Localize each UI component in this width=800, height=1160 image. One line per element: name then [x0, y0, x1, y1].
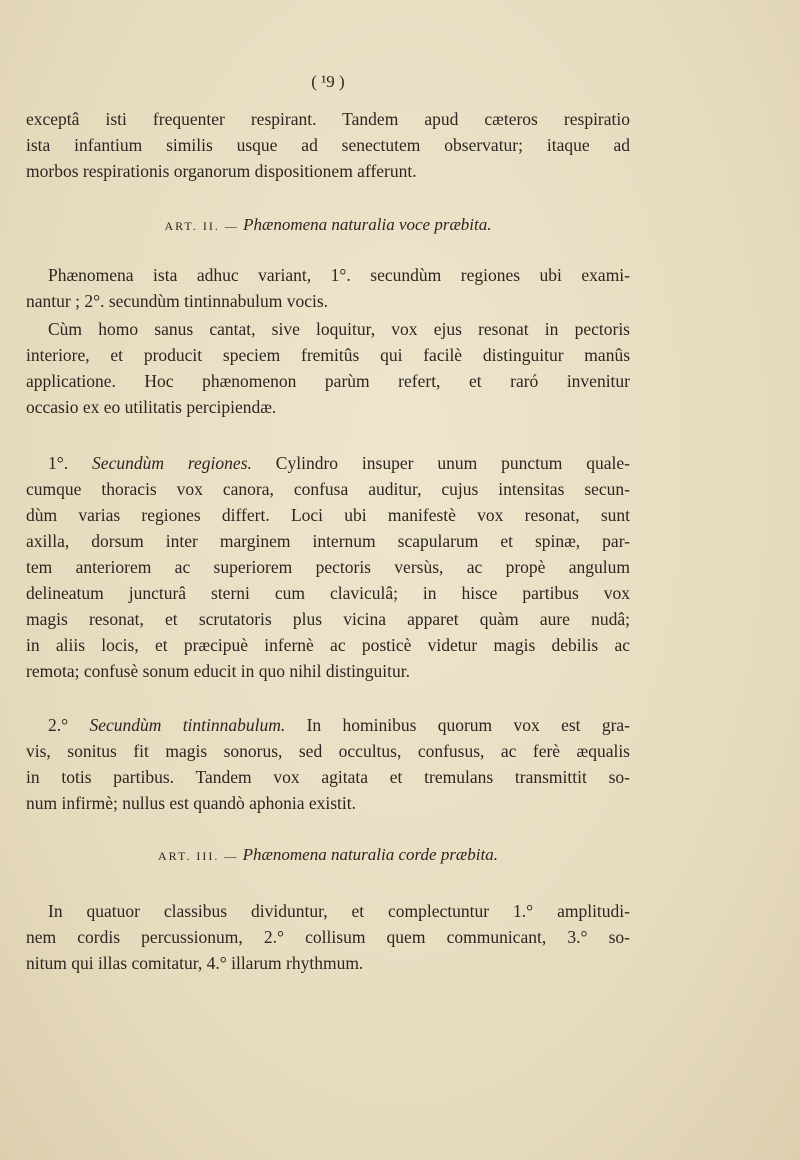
text-line: vis, sonitus fit magis sonorus, sed occultus, confusus, ac ferè æqualis: [26, 741, 630, 761]
paragraph-2: [26, 262, 630, 314]
text-line: [26, 712, 630, 738]
text-line: delineatum juncturâ sterni cum claviculâ; in hisce partibus vox: [26, 583, 630, 603]
section-heading-art-2: [26, 215, 630, 235]
text-line: morbos respirationis organorum dispositionem afferunt.: [26, 161, 417, 181]
paragraph-number: 1°.: [48, 453, 69, 473]
text-line: axilla, dorsum inter marginem internum scapularum et spinæ, par-: [26, 531, 630, 551]
text-line: interiore, et producit speciem fremitûs qui facilè distinguitur manûs: [26, 345, 630, 365]
text-fragment: Cylindro insuper unum punctum quale-: [275, 453, 631, 473]
text-line: applicatione. Hoc phænomenon parùm refert, et raró invenitur: [26, 371, 630, 391]
text-line: in totis partibus. Tandem vox agitata et tremulans transmittit so-: [26, 767, 630, 787]
section-heading-art-3: [26, 845, 630, 865]
heading-title: Phænomena naturalia corde præbita.: [242, 845, 498, 864]
text-line: num infirmè; nullus est quandò aphonia existit.: [26, 793, 357, 813]
heading-prefix: ART. II. —: [164, 219, 239, 233]
text-fragment: In hominibus quorum vox est gra-: [306, 715, 631, 735]
heading-prefix: ART. III. —: [158, 849, 239, 863]
text-line: In quatuor classibus dividuntur, et complectuntur 1.° amplitudi-: [48, 901, 630, 921]
paragraph-3: [26, 316, 630, 420]
text-line: Cùm homo sanus cantat, sive loquitur, vox ejus resonat in pectoris: [48, 319, 630, 339]
page-number: ( ¹9 ): [311, 72, 345, 91]
text-line: in aliis locis, et præcipuè infernè ac posticè videtur magis debilis ac: [26, 635, 630, 655]
text-line: dùm varias regiones differt. Loci ubi manifestè vox resonat, sunt: [26, 505, 630, 525]
text-line: magis resonat, et scrutatoris plus vicina apparet quàm aure nudâ;: [26, 609, 630, 629]
text-line: exceptâ isti frequenter respirant. Tandem apud cæteros respiratio: [26, 109, 630, 129]
paragraph-6: [26, 898, 630, 976]
text-line: remota; confusè sonum educit in quo nihil distinguitur.: [26, 661, 410, 681]
subheading: Secundùm regiones.: [92, 453, 252, 473]
text-line: ista infantium similis usque ad senectutem observatur; itaque ad: [26, 135, 630, 155]
subheading: Secundùm tintinnabulum.: [89, 715, 286, 735]
text-line: [26, 450, 630, 476]
text-line: Phænomena ista adhuc variant, 1°. secundùm regiones ubi exami-: [48, 265, 630, 285]
paragraph-5: [26, 712, 630, 816]
text-line: nem cordis percussionum, 2.° collisum quem communicant, 3.° so-: [26, 927, 630, 947]
text-line: cumque thoracis vox canora, confusa auditur, cujus intensitas secun-: [26, 479, 630, 499]
paragraph-number: 2.°: [48, 715, 69, 735]
text-line: tem anteriorem ac superiorem pectoris versùs, ac propè angulum: [26, 557, 630, 577]
text-line: nitum qui illas comitatur, 4.° illarum rhythmum.: [26, 953, 364, 973]
text-line: nantur ; 2°. secundùm tintinnabulum vocis.: [26, 291, 329, 311]
heading-title: Phænomena naturalia voce præbita.: [243, 215, 492, 234]
text-line: occasio ex eo utilitatis percipiendæ.: [26, 397, 277, 417]
paragraph-4: [26, 450, 630, 684]
paragraph-1: [26, 106, 630, 184]
